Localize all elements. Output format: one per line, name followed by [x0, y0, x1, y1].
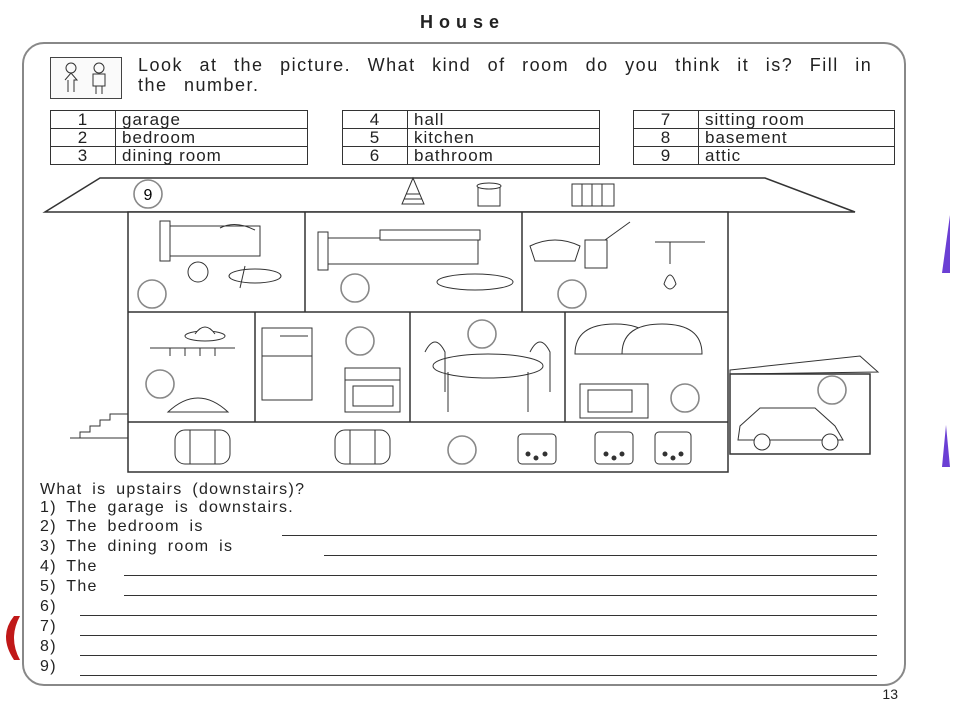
barrel-icon — [175, 430, 230, 464]
key-row: 1 garage — [51, 111, 308, 129]
key-row: 8 basement — [634, 129, 895, 147]
tv-icon — [580, 384, 648, 418]
question-heading: What is upstairs (downstairs)? — [40, 481, 306, 498]
key-table-3 — [633, 110, 895, 165]
purple-decoration — [936, 215, 956, 475]
key-row: 4 hall — [343, 111, 600, 129]
house-picture — [40, 176, 890, 476]
jars-icon — [518, 432, 691, 464]
page-number: 13 — [882, 686, 898, 702]
key-table-2 — [342, 110, 600, 165]
armchairs-icon — [575, 324, 702, 354]
key-row: 2 bedroom — [51, 129, 308, 147]
key-row: 6 bathroom — [343, 147, 600, 165]
answer-label-4: 4) The — [40, 558, 98, 575]
answer-circle-hall[interactable] — [146, 370, 174, 398]
key-row: 9 attic — [634, 147, 895, 165]
answer-circle-dining-room[interactable] — [468, 320, 496, 348]
attic-answer-text: 9 — [143, 187, 153, 204]
answer-label-9: 9) — [40, 658, 57, 675]
answer-label-5: 5) The — [40, 578, 98, 595]
answer-circle-basement[interactable] — [448, 436, 476, 464]
answer-circle-bedroom-1[interactable] — [138, 280, 166, 308]
red-decoration — [0, 612, 22, 662]
ball-icon — [188, 262, 208, 282]
stove-icon — [345, 368, 400, 412]
instruction-text: Look at the picture. What kind of room do you think it is? Fill in the number. — [138, 55, 873, 95]
key-row: 7 sitting room — [634, 111, 895, 129]
children-icon — [50, 57, 122, 99]
answer-label-7: 7) — [40, 618, 57, 635]
answer-label-3: 3) The dining room is — [40, 538, 234, 555]
attic-roof — [45, 178, 855, 212]
key-row: 3 dining room — [51, 147, 308, 165]
answer-blank-3[interactable] — [324, 555, 877, 556]
key-table-1 — [50, 110, 308, 165]
answer-blank-8[interactable] — [80, 655, 877, 656]
answer-blank-2[interactable] — [282, 535, 877, 536]
stairs-icon — [70, 414, 128, 438]
answer-label-8: 8) — [40, 638, 57, 655]
single-bed-icon — [160, 221, 260, 261]
answer-circle-bedroom-2[interactable] — [341, 274, 369, 302]
worksheet-title: House — [419, 12, 505, 32]
answer-circle-bathroom[interactable] — [558, 280, 586, 308]
answer-blank-5[interactable] — [124, 595, 877, 596]
answer-line-1: 1) The garage is downstairs. — [40, 499, 294, 516]
answer-label-6: 6) — [40, 598, 57, 615]
barrel-icon — [335, 430, 390, 464]
bucket-icon — [477, 183, 501, 206]
answer-blank-7[interactable] — [80, 635, 877, 636]
answer-blank-6[interactable] — [80, 615, 877, 616]
fridge-icon — [262, 328, 312, 400]
key-row: 5 kitchen — [343, 129, 600, 147]
answer-circle-kitchen[interactable] — [346, 327, 374, 355]
answer-blank-9[interactable] — [80, 675, 877, 676]
answer-circle-sitting-room[interactable] — [671, 384, 699, 412]
answer-label-2: 2) The bedroom is — [40, 518, 204, 535]
answer-blank-4[interactable] — [124, 575, 877, 576]
answer-circle-garage[interactable] — [818, 376, 846, 404]
rug-icon — [437, 274, 513, 290]
crate-icon — [572, 184, 614, 206]
